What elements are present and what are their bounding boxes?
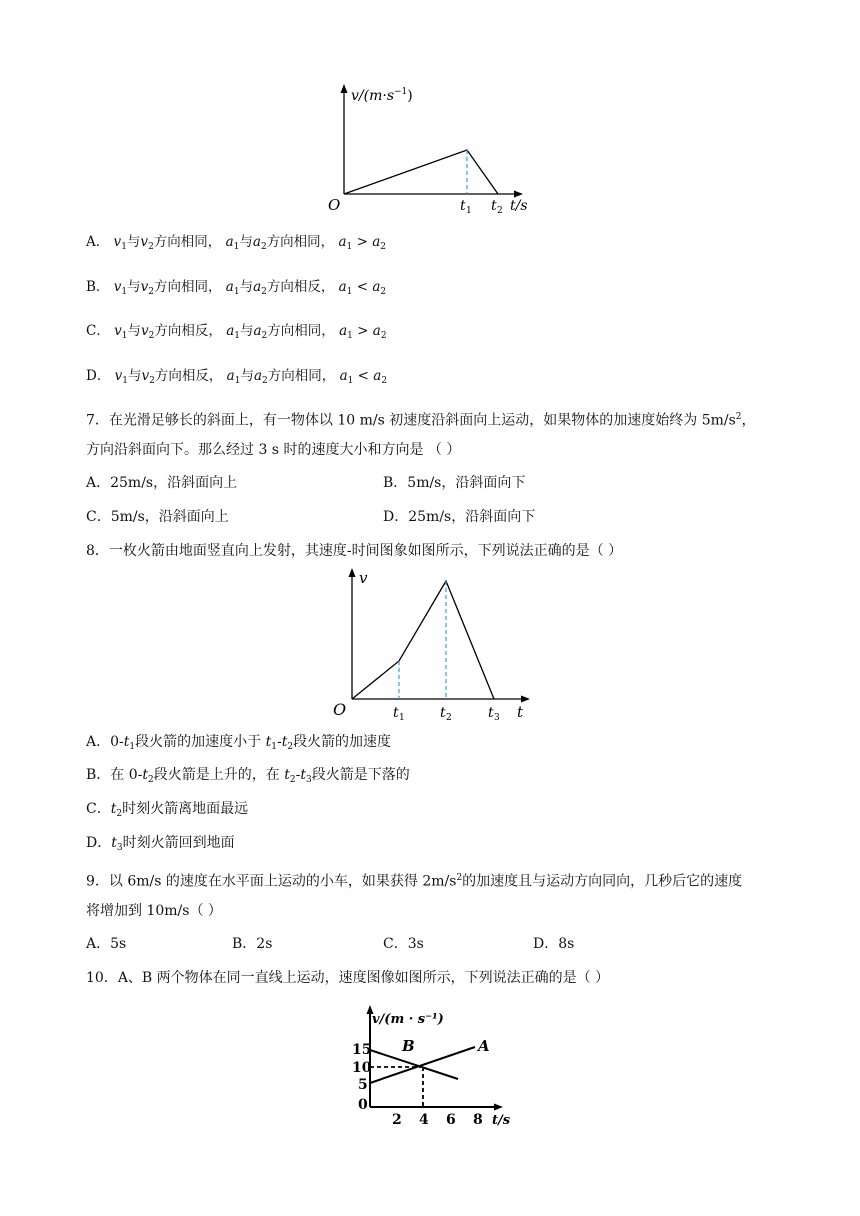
fig3-xtick-2: 2 xyxy=(392,1112,402,1128)
svg-text:v/(m·s−1) xyxy=(351,87,413,104)
fig2-t1: t xyxy=(393,705,399,721)
q10-stem: 10．A、B 两个物体在同一直线上运动，速度图像如图所示，下列说法正确的是（ ） xyxy=(86,970,610,986)
fig3-xtick-8: 8 xyxy=(473,1112,483,1128)
fig3-ytick-15: 15 xyxy=(352,1042,372,1058)
q7-option-d: D．25m/s，沿斜面向下 xyxy=(383,509,536,525)
fig1-y-var: v/(m·s xyxy=(351,88,394,104)
fig1-t1-sub: 1 xyxy=(466,206,472,216)
fig3-xtick-6: 6 xyxy=(446,1112,456,1128)
q8-option-b: B．在 $0-t_2$段火箭是上升的，在 $t_2-t_3$段火箭是下落的 xyxy=(86,767,410,785)
fig3-xtick-4: 4 xyxy=(419,1112,429,1128)
figure-1-vt-graph xyxy=(320,82,540,220)
figure-3-ab-vt-graph xyxy=(350,1003,520,1131)
q9-option-d: D．8s xyxy=(533,936,575,952)
fig1-y-close: ) xyxy=(407,88,413,104)
q9-stem-line2: 将增加到 10m/s（ ） xyxy=(86,903,222,919)
q9-stem-line1: 9．以 6m/s 的速度在水平面上运动的小车，如果获得 $2m/s^2$的加速度且与运动方向同向，几秒后它的速度 xyxy=(86,873,743,890)
q8-stem: 8．一枚火箭由地面竖直向上发射，其速度-时间图象如图所示，下列说法正确的是（ ） xyxy=(86,543,623,559)
q8-option-a: A．$0-t_1$段火箭的加速度小于 $t_1-t_2$段火箭的加速度 xyxy=(86,734,392,752)
q6-option-a: A． $v_1$与$v_2$方向相同， $a_1$与$a_2$方向相同， $a_1 > a_2$ xyxy=(86,234,386,252)
fig2-t1-sub: 1 xyxy=(399,713,405,723)
fig2-x-label: t xyxy=(517,703,524,721)
fig3-ytick-10: 10 xyxy=(352,1060,372,1076)
fig1-t2: t xyxy=(491,198,497,214)
fig2-t2-sub: 2 xyxy=(446,713,452,723)
q7-option-c: C．5m/s，沿斜面向上 xyxy=(86,509,229,525)
fig2-t3-sub: 3 xyxy=(494,713,500,723)
fig3-label-a: A xyxy=(478,1037,490,1055)
q8-option-c: C．$t_2$时刻火箭离地面最远 xyxy=(86,801,249,819)
figure-2-rocket-vt-graph xyxy=(325,563,540,725)
q7-option-b: B．5m/s，沿斜面向下 xyxy=(383,475,526,491)
q7-stem-line2: 方向沿斜面向下。那么经过 3 s 时的速度大小和方向是 （ ） xyxy=(86,442,461,458)
q9-option-c: C．3s xyxy=(383,936,424,952)
q7-option-a: A．25m/s，沿斜面向上 xyxy=(86,475,238,491)
fig1-y-exp: −1 xyxy=(394,87,408,97)
fig2-origin: O xyxy=(333,700,347,719)
fig3-y-label: v/(m · s⁻¹) xyxy=(372,1012,444,1027)
q8-option-d: D．$t_3$时刻火箭回到地面 xyxy=(86,835,235,853)
fig2-y-label: v xyxy=(359,569,368,587)
fig3-x-label: t/s xyxy=(492,1113,511,1128)
fig3-label-b: B xyxy=(402,1037,415,1055)
fig2-t3: t xyxy=(488,705,494,721)
fig1-t2-sub: 2 xyxy=(497,206,503,216)
fig1-x-label: t/s xyxy=(510,198,528,214)
fig2-t2: t xyxy=(440,705,446,721)
q9-option-b: B．2s xyxy=(232,936,273,952)
fig1-t1: t xyxy=(460,198,466,214)
q6-option-b: B． $v_1$与$v_2$方向相同， $a_1$与$a_2$方向相反， $a_1 < a_2$ xyxy=(86,279,387,297)
q6-option-c: C． $v_1$与$v_2$方向相反， $a_1$与$a_2$方向相同， $a_1 > a_2$ xyxy=(86,323,387,341)
q7-stem-line1: 7．在光滑足够长的斜面上，有一物体以 10 m/s 初速度沿斜面向上运动，如果物体的加速度始终为 $5m/s^2$， xyxy=(86,412,756,429)
fig3-ytick-5: 5 xyxy=(358,1077,368,1093)
q9-option-a: A．5s xyxy=(86,936,127,952)
q6-option-d: D． $v_1$与$v_2$方向相反， $a_1$与$a_2$方向相同， $a_1 < a_2$ xyxy=(86,368,388,386)
fig1-origin: O xyxy=(328,196,341,214)
fig3-ytick-0: 0 xyxy=(358,1097,368,1113)
